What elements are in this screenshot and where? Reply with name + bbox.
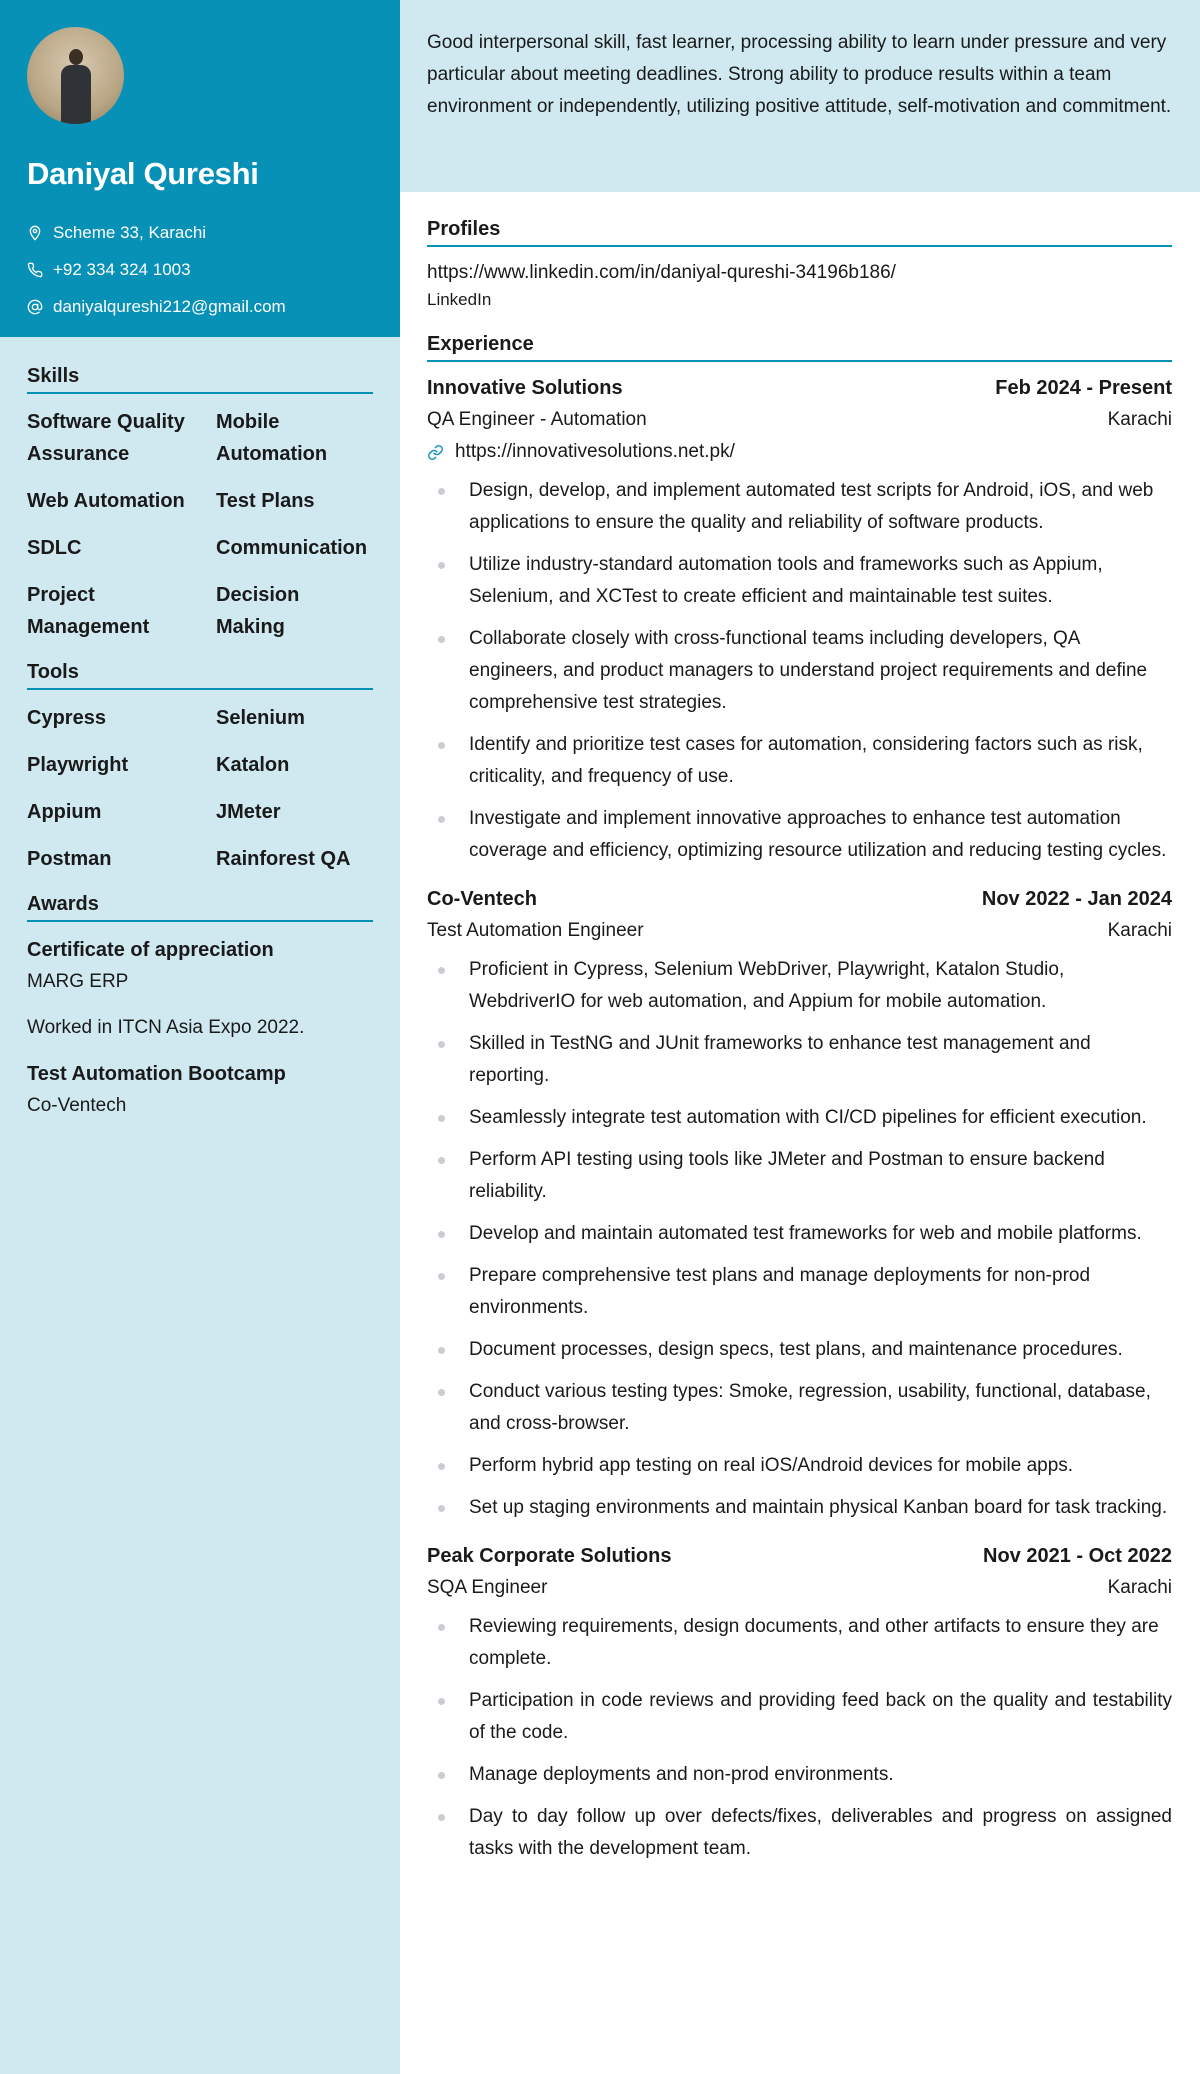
contact-list xyxy=(27,214,373,325)
award-title: Test Automation Bootcamp xyxy=(27,1063,286,1085)
award-issuer: MARG ERP xyxy=(27,971,129,992)
link-icon xyxy=(427,444,455,461)
job-location: Karachi xyxy=(1107,1577,1172,1598)
phone-icon xyxy=(27,262,53,278)
tool-item: Cypress xyxy=(27,707,106,729)
job-dates: Nov 2021 - Oct 2022 xyxy=(983,1545,1172,1567)
job-subheader xyxy=(427,1572,1172,1604)
list-item: Develop and maintain automated test frameworks for web and mobile platforms. xyxy=(427,1218,1172,1250)
skill-item: Communication xyxy=(216,537,368,559)
job-dates: Nov 2022 - Jan 2024 xyxy=(981,888,1172,910)
tool-item: Postman xyxy=(27,848,112,870)
skills-grid xyxy=(27,406,373,643)
job-subheader xyxy=(427,404,1172,436)
skill-item: Software Quality Assurance xyxy=(27,411,185,465)
tools-title: Tools xyxy=(27,661,373,690)
list-item: Collaborate closely with cross-functional teams including developers, QA engineers, and product managers to understand project requirements and define comprehensive test strategies. xyxy=(427,623,1172,719)
list-item: Proficient in Cypress, Selenium WebDriver, Playwright, Katalon Studio, WebdriverIO for web automation, and Appium for mobile automation. xyxy=(427,954,1172,1018)
list-item: Prepare comprehensive test plans and manage deployments for non-prod environments. xyxy=(427,1260,1172,1324)
list-item: Investigate and implement innovative approaches to enhance test automation coverage and efficiency, optimizing resource utilization and reducing testing cycles. xyxy=(427,803,1172,867)
sidebar xyxy=(0,0,400,2074)
list-item: Utilize industry-standard automation tools and frameworks such as Appium, Selenium, and XCTest to create efficient and maintainable test suites. xyxy=(427,549,1172,613)
summary: Good interpersonal skill, fast learner, processing ability to learn under pressure and very particular about meeting deadlines. Strong ability to produce results within a team environment or independently, utilizing positive attitude, self-motivation and commitment. xyxy=(400,0,1200,192)
award-title: Certificate of appreciation xyxy=(27,939,274,961)
list-item: Perform hybrid app testing on real iOS/Android devices for mobile apps. xyxy=(427,1450,1172,1482)
skill-item: Project Management xyxy=(27,584,150,638)
profile-network: LinkedIn xyxy=(427,290,492,309)
job-header xyxy=(427,372,1172,404)
sidebar-header xyxy=(0,0,400,337)
contact-phone[interactable] xyxy=(27,251,373,288)
skill-item: Web Automation xyxy=(27,490,185,512)
list-item: Conduct various testing types: Smoke, regression, usability, functional, database, and cross-browser. xyxy=(427,1376,1172,1440)
list-item: Identify and prioritize test cases for automation, considering factors such as risk, criticality, and frequency of use. xyxy=(427,729,1172,793)
list-item: Document processes, design specs, test plans, and maintenance procedures. xyxy=(427,1334,1172,1366)
job-bullets xyxy=(427,475,1172,867)
tool-item: JMeter xyxy=(216,801,281,823)
tool-item: Playwright xyxy=(27,754,129,776)
job-location: Karachi xyxy=(1107,920,1172,941)
avatar-head xyxy=(69,49,83,65)
company-url[interactable]: https://innovativesolutions.net.pk/ xyxy=(455,441,735,462)
tool-item: Appium xyxy=(27,801,102,823)
job-subheader xyxy=(427,915,1172,947)
job-dates: Feb 2024 - Present xyxy=(995,377,1172,399)
avatar xyxy=(27,27,124,124)
company-name: Peak Corporate Solutions xyxy=(427,1545,672,1567)
list-item: Reviewing requirements, design documents, and other artifacts to ensure they are complete. xyxy=(427,1611,1172,1675)
avatar-body xyxy=(61,65,91,124)
list-item: Design, develop, and implement automated test scripts for Android, iOS, and web applications to ensure the quality and reliability of software products. xyxy=(427,475,1172,539)
award-issuer: Co-Ventech xyxy=(27,1095,127,1116)
job-entry xyxy=(427,883,1172,1524)
phone-text[interactable]: +92 334 324 1003 xyxy=(53,259,191,279)
award-text: Worked in ITCN Asia Expo 2022. xyxy=(27,1017,305,1038)
skill-item: Mobile Automation xyxy=(216,411,328,465)
experience-title: Experience xyxy=(427,333,1172,362)
main-content xyxy=(400,0,1200,2074)
profiles-title: Profiles xyxy=(427,218,1172,247)
list-item: Skilled in TestNG and JUnit frameworks to enhance test management and reporting. xyxy=(427,1028,1172,1092)
contact-location xyxy=(27,214,373,251)
company-name: Co-Ventech xyxy=(427,888,538,910)
location-text: Scheme 33, Karachi xyxy=(53,222,207,242)
at-sign-icon xyxy=(27,299,53,315)
list-item: Perform API testing using tools like JMeter and Postman to ensure backend reliability. xyxy=(427,1144,1172,1208)
job-header xyxy=(427,883,1172,915)
tools-grid xyxy=(27,702,373,875)
job-role: Test Automation Engineer xyxy=(427,920,644,941)
tool-item: Rainforest QA xyxy=(216,848,351,870)
sidebar-body xyxy=(0,337,400,1122)
job-location: Karachi xyxy=(1107,409,1172,430)
job-bullets xyxy=(427,954,1172,1524)
awards-title: Awards xyxy=(27,893,373,922)
map-pin-icon xyxy=(27,225,53,241)
list-item: Participation in code reviews and providing feed back on the quality and testability of the code. xyxy=(427,1685,1172,1749)
content xyxy=(400,192,1200,1865)
list-item: Manage deployments and non-prod environments. xyxy=(427,1759,1172,1791)
job-role: SQA Engineer xyxy=(427,1577,548,1598)
contact-email[interactable] xyxy=(27,288,373,325)
job-entry xyxy=(427,1540,1172,1865)
tool-item: Selenium xyxy=(216,707,305,729)
job-role: QA Engineer - Automation xyxy=(427,409,647,430)
company-link[interactable] xyxy=(427,436,1172,468)
award-item xyxy=(27,934,373,998)
email-text[interactable]: daniyalqureshi212@gmail.com xyxy=(53,296,286,316)
job-bullets xyxy=(427,1611,1172,1865)
skills-title: Skills xyxy=(27,365,373,394)
skill-item: Test Plans xyxy=(216,490,315,512)
list-item: Day to day follow up over defects/fixes, deliverables and progress on assigned tasks with the development team. xyxy=(427,1801,1172,1865)
person-name: Daniyal Qureshi xyxy=(27,156,259,191)
job-header xyxy=(427,1540,1172,1572)
award-item xyxy=(27,1058,373,1122)
job-entry xyxy=(427,372,1172,867)
list-item: Seamlessly integrate test automation with CI/CD pipelines for efficient execution. xyxy=(427,1102,1172,1134)
tool-item: Katalon xyxy=(216,754,290,776)
list-item: Set up staging environments and maintain physical Kanban board for task tracking. xyxy=(427,1492,1172,1524)
linkedin-link[interactable]: https://www.linkedin.com/in/daniyal-qureshi-34196b186/ xyxy=(427,262,896,283)
skill-item: SDLC xyxy=(27,537,82,559)
skill-item: Decision Making xyxy=(216,584,300,638)
company-name: Innovative Solutions xyxy=(427,377,623,399)
